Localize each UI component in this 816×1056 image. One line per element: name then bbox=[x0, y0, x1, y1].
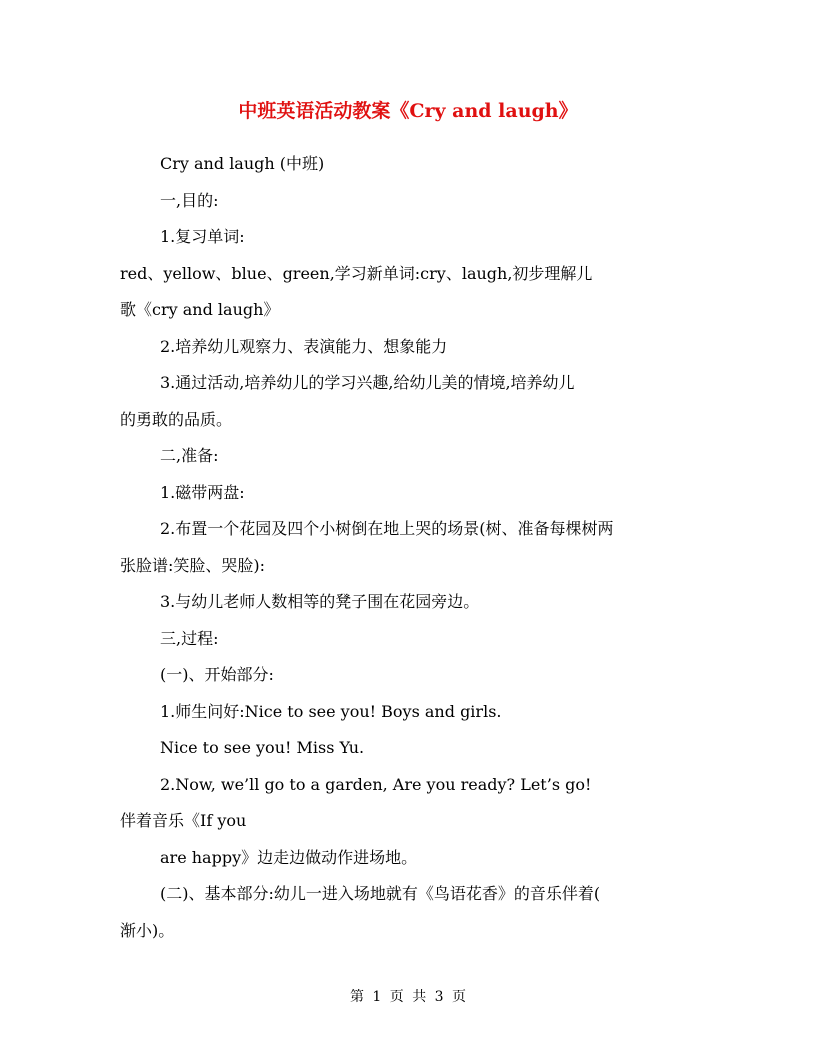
paragraph-line: 的勇敢的品质。 bbox=[120, 409, 233, 429]
paragraph-line: (一)、开始部分: bbox=[160, 665, 274, 684]
paragraph-line: 歌《cry and laugh》 bbox=[120, 300, 280, 319]
document-body bbox=[120, 146, 700, 949]
page-footer: 第 1 页 共 3 页 bbox=[349, 989, 467, 1005]
paragraph-line: 2.布置一个花园及四个小树倒在地上哭的场景(树、准备每棵树两 bbox=[160, 519, 614, 538]
paragraph-line: 1.师生问好:Nice to see you! Boys and girls. bbox=[160, 701, 502, 721]
paragraph-line: 一,目的: bbox=[160, 190, 219, 210]
paragraph-line: 二,准备: bbox=[160, 446, 219, 465]
paragraph-line: Cry and laugh (中班) bbox=[160, 154, 325, 173]
paragraph-line: 2.培养幼儿观察力、表演能力、想象能力 bbox=[160, 336, 448, 356]
paragraph-line: 渐小)。 bbox=[120, 920, 175, 940]
paragraph-line: 2.Now, we’ll go to a garden, Are you ready? Let’s go! bbox=[160, 774, 592, 794]
paragraph-line: 张脸谱:笑脸、哭脸): bbox=[120, 555, 266, 575]
paragraph-line: 3.与幼儿老师人数相等的凳子围在花园旁边。 bbox=[160, 592, 480, 611]
paragraph-line: 伴着音乐《If you bbox=[120, 811, 247, 830]
paragraph-line: 三,过程: bbox=[160, 628, 219, 648]
paragraph-line: (二)、基本部分:幼儿一进入场地就有《鸟语花香》的音乐伴着( bbox=[160, 884, 601, 903]
paragraph-line: 3.通过活动,培养幼儿的学习兴趣,给幼儿美的情境,培养幼儿 bbox=[160, 373, 575, 392]
paragraph-line: are happy》边走边做动作进场地。 bbox=[160, 847, 418, 867]
paragraph-line: 1.磁带两盘: bbox=[160, 482, 245, 502]
paragraph-line: Nice to see you! Miss Yu. bbox=[160, 738, 365, 757]
document-title: 中班英语活动教案《Cry and laugh》 bbox=[238, 100, 578, 122]
paragraph-line: 1.复习单词: bbox=[160, 227, 245, 246]
paragraph-line: red、yellow、blue、green,学习新单词:cry、laugh,初步理解儿 bbox=[120, 263, 593, 283]
